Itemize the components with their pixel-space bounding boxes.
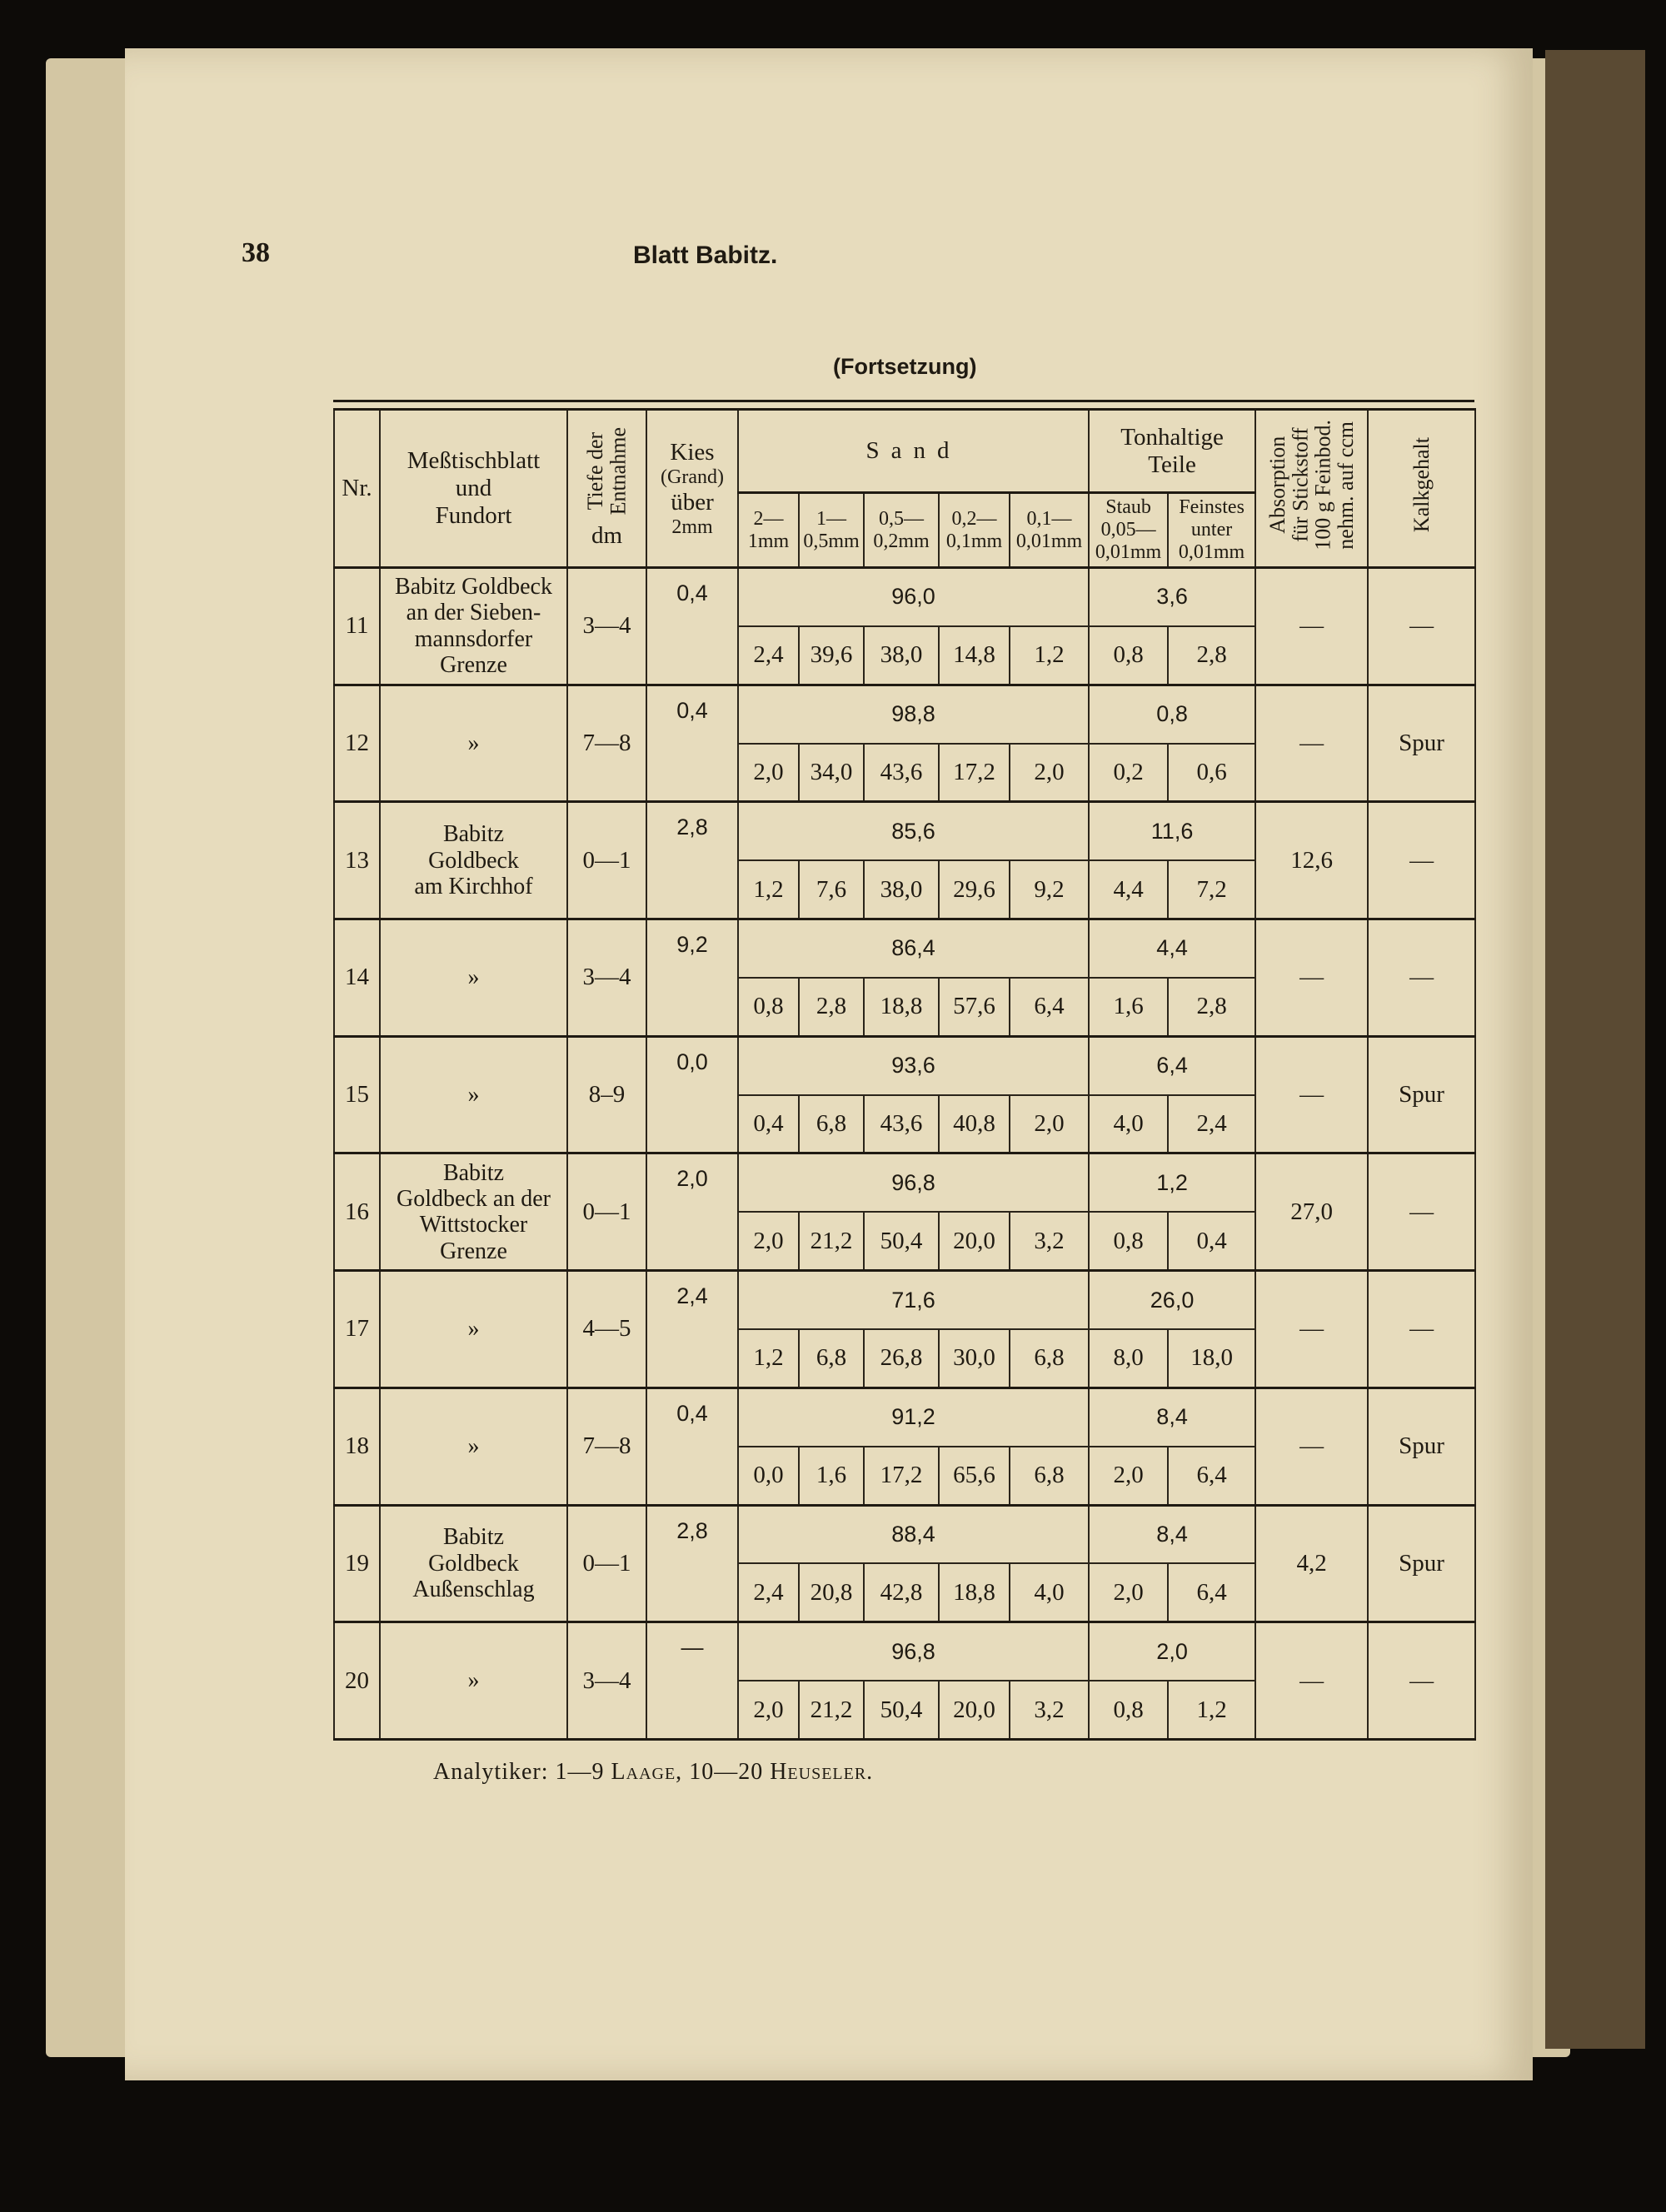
cell-nr: 17 (334, 1271, 380, 1388)
cell-sand-fraction: 6,8 (1010, 1447, 1089, 1505)
cell-ton-fraction: 0,6 (1168, 744, 1255, 802)
cell-fundort: Babitz Goldbeck an der Wittstocker Grenze (380, 1153, 567, 1271)
cell-kies: 0,4 (646, 685, 738, 802)
cell-absorption: — (1255, 919, 1368, 1037)
cell-sand-fraction: 2,4 (738, 1563, 799, 1622)
cell-sand-fraction: 40,8 (939, 1095, 1010, 1153)
cell-sand-fraction: 43,6 (864, 1095, 939, 1153)
cell-sand-fraction: 2,8 (799, 978, 864, 1036)
cell-sand-fraction: 6,8 (799, 1329, 864, 1387)
cell-sand-fraction: 2,0 (1010, 1095, 1089, 1153)
cell-sand-fraction: 2,0 (1010, 744, 1089, 802)
cell-tiefe: 7—8 (567, 1387, 646, 1505)
cell-sand-total: 88,4 (738, 1505, 1089, 1563)
cell-sand-total: 96,8 (738, 1153, 1089, 1212)
cell-ton-total: 8,4 (1089, 1387, 1255, 1446)
soil-analysis-table (333, 408, 1476, 1741)
header-sand-fraction: 0,1— 0,01mm (1010, 493, 1089, 568)
cell-sand-fraction: 18,8 (939, 1563, 1010, 1622)
cell-ton-fraction: 1,2 (1168, 1681, 1255, 1739)
cell-sand-fraction: 6,8 (799, 1095, 864, 1153)
cell-ton-total: 0,8 (1089, 685, 1255, 743)
header-kalkgehalt: Kalkgehalt (1368, 410, 1475, 568)
cell-ton-fraction: 4,0 (1089, 1095, 1168, 1153)
page-number: 38 (242, 237, 270, 268)
cell-absorption: — (1255, 568, 1368, 685)
analysts-footnote: Analytiker: 1—9 Laage, 10—20 Heuseler. (433, 1759, 874, 1785)
cell-sand-fraction: 3,2 (1010, 1212, 1089, 1270)
cell-ton-fraction: 6,4 (1168, 1563, 1255, 1622)
cell-ton-fraction: 8,0 (1089, 1329, 1168, 1387)
cell-nr: 18 (334, 1387, 380, 1505)
cell-fundort: » (380, 919, 567, 1037)
cell-ton-total: 8,4 (1089, 1505, 1255, 1563)
cell-kies: 0,4 (646, 1387, 738, 1505)
cell-tiefe: 3—4 (567, 568, 646, 685)
cell-kies: 2,8 (646, 1505, 738, 1622)
cell-nr: 12 (334, 685, 380, 802)
cell-tiefe: 4—5 (567, 1271, 646, 1388)
cell-kalkgehalt: — (1368, 1153, 1475, 1271)
cell-ton-fraction: 1,6 (1089, 978, 1168, 1036)
top-rule (333, 400, 1474, 402)
cell-absorption: 4,2 (1255, 1505, 1368, 1622)
cell-tiefe: 0—1 (567, 802, 646, 919)
cell-sand-fraction: 2,0 (738, 1681, 799, 1739)
header-feinstes: Feinstes unter 0,01mm (1168, 493, 1255, 568)
cell-sand-fraction: 42,8 (864, 1563, 939, 1622)
cell-ton-total: 1,2 (1089, 1153, 1255, 1212)
cell-sand-fraction: 20,8 (799, 1563, 864, 1622)
cell-nr: 15 (334, 1036, 380, 1153)
cell-sand-total: 85,6 (738, 802, 1089, 860)
cell-sand-fraction: 14,8 (939, 626, 1010, 685)
table-row (334, 568, 1475, 626)
cell-sand-fraction: 30,0 (939, 1329, 1010, 1387)
cell-ton-total: 26,0 (1089, 1271, 1255, 1329)
cell-sand-total: 86,4 (738, 919, 1089, 978)
cell-tiefe: 0—1 (567, 1505, 646, 1622)
cell-sand-fraction: 1,6 (799, 1447, 864, 1505)
cell-fundort: » (380, 1387, 567, 1505)
cell-tiefe: 8–9 (567, 1036, 646, 1153)
cell-ton-fraction: 0,8 (1089, 626, 1168, 685)
cell-ton-total: 6,4 (1089, 1036, 1255, 1094)
table-row (334, 1153, 1475, 1212)
cell-kies: 2,0 (646, 1153, 738, 1271)
cell-ton-fraction: 2,4 (1168, 1095, 1255, 1153)
cell-kalkgehalt: Spur (1368, 685, 1475, 802)
cell-absorption: — (1255, 1271, 1368, 1388)
header-sand-fraction: 2— 1mm (738, 493, 799, 568)
cell-sand-fraction: 38,0 (864, 860, 939, 919)
cell-nr: 13 (334, 802, 380, 919)
cell-sand-fraction: 1,2 (1010, 626, 1089, 685)
cell-sand-fraction: 34,0 (799, 744, 864, 802)
page-subtitle: (Fortsetzung) (833, 354, 977, 379)
cell-fundort: » (380, 1622, 567, 1740)
cell-ton-fraction: 2,8 (1168, 978, 1255, 1036)
cell-fundort: Babitz Goldbeck am Kirchhof (380, 802, 567, 919)
header-nr: Nr. (334, 410, 380, 568)
cell-kalkgehalt: — (1368, 1271, 1475, 1388)
cell-sand-fraction: 57,6 (939, 978, 1010, 1036)
cell-kies: — (646, 1622, 738, 1740)
cell-sand-fraction: 50,4 (864, 1681, 939, 1739)
cell-sand-total: 91,2 (738, 1387, 1089, 1446)
cell-absorption: 27,0 (1255, 1153, 1368, 1271)
cell-kalkgehalt: — (1368, 919, 1475, 1037)
cell-sand-fraction: 0,8 (738, 978, 799, 1036)
cell-kies: 0,0 (646, 1036, 738, 1153)
cell-fundort: Babitz Goldbeck an der Sieben- mannsdorfer Grenze (380, 568, 567, 685)
cell-absorption: — (1255, 1622, 1368, 1740)
cell-kies: 9,2 (646, 919, 738, 1037)
cell-sand-fraction: 2,4 (738, 626, 799, 685)
cell-tiefe: 0—1 (567, 1153, 646, 1271)
cell-ton-total: 2,0 (1089, 1622, 1255, 1681)
cell-sand-total: 96,8 (738, 1622, 1089, 1681)
cell-fundort: » (380, 1271, 567, 1388)
cell-kalkgehalt: Spur (1368, 1387, 1475, 1505)
header-sand-fraction: 0,5— 0,2mm (864, 493, 939, 568)
cell-sand-fraction: 21,2 (799, 1681, 864, 1739)
cell-absorption: — (1255, 1387, 1368, 1505)
cell-kalkgehalt: — (1368, 1622, 1475, 1740)
header-sand: Sand (738, 410, 1089, 493)
cell-sand-fraction: 20,0 (939, 1212, 1010, 1270)
cell-fundort: Babitz Goldbeck Außenschlag (380, 1505, 567, 1622)
cell-ton-total: 4,4 (1089, 919, 1255, 978)
header-tonhaltige-teile: Tonhaltige Teile (1089, 410, 1255, 493)
cell-sand-fraction: 50,4 (864, 1212, 939, 1270)
cell-tiefe: 3—4 (567, 1622, 646, 1740)
cell-ton-fraction: 4,4 (1089, 860, 1168, 919)
cell-sand-total: 98,8 (738, 685, 1089, 743)
table-row (334, 802, 1475, 860)
cell-sand-fraction: 0,4 (738, 1095, 799, 1153)
cell-ton-total: 11,6 (1089, 802, 1255, 860)
cell-sand-total: 93,6 (738, 1036, 1089, 1094)
page-title: Blatt Babitz. (633, 242, 778, 269)
cell-tiefe: 7—8 (567, 685, 646, 802)
cell-nr: 20 (334, 1622, 380, 1740)
cell-sand-fraction: 2,0 (738, 1212, 799, 1270)
cell-sand-fraction: 6,8 (1010, 1329, 1089, 1387)
cell-sand-fraction: 29,6 (939, 860, 1010, 919)
header-tiefe: Tiefe der Entnahme dm (567, 410, 646, 568)
cell-kalkgehalt: — (1368, 802, 1475, 919)
header-sand-fraction: 0,2— 0,1mm (939, 493, 1010, 568)
cell-ton-fraction: 0,8 (1089, 1212, 1168, 1270)
cell-kalkgehalt: — (1368, 568, 1475, 685)
cell-ton-fraction: 2,8 (1168, 626, 1255, 685)
header-messtischblatt: Meßtischblatt und Fundort (380, 410, 567, 568)
cell-sand-fraction: 6,4 (1010, 978, 1089, 1036)
cell-sand-fraction: 3,2 (1010, 1681, 1089, 1739)
table-row (334, 1387, 1475, 1446)
header-kies: Kies (Grand) über 2mm (646, 410, 738, 568)
cell-sand-fraction: 9,2 (1010, 860, 1089, 919)
header-absorption: Absorption für Stickstoff 100 g Feinbod. nehm. auf ccm (1255, 410, 1368, 568)
cell-absorption: — (1255, 685, 1368, 802)
cell-fundort: » (380, 1036, 567, 1153)
cell-sand-total: 71,6 (738, 1271, 1089, 1329)
cell-sand-fraction: 38,0 (864, 626, 939, 685)
cell-sand-fraction: 26,8 (864, 1329, 939, 1387)
cell-sand-fraction: 43,6 (864, 744, 939, 802)
cell-sand-fraction: 1,2 (738, 860, 799, 919)
cell-ton-fraction: 2,0 (1089, 1563, 1168, 1622)
cell-kies: 0,4 (646, 568, 738, 685)
cell-sand-fraction: 20,0 (939, 1681, 1010, 1739)
table-row (334, 1036, 1475, 1094)
table-row (334, 685, 1475, 743)
cell-sand-fraction: 39,6 (799, 626, 864, 685)
cell-ton-fraction: 18,0 (1168, 1329, 1255, 1387)
cell-kies: 2,4 (646, 1271, 738, 1388)
cell-sand-fraction: 21,2 (799, 1212, 864, 1270)
cell-absorption: — (1255, 1036, 1368, 1153)
cell-ton-fraction: 0,4 (1168, 1212, 1255, 1270)
cell-kalkgehalt: Spur (1368, 1036, 1475, 1153)
cell-sand-fraction: 2,0 (738, 744, 799, 802)
header-sand-fraction: 1— 0,5mm (799, 493, 864, 568)
book-edge (1545, 50, 1645, 2049)
cell-sand-fraction: 17,2 (864, 1447, 939, 1505)
cell-ton-fraction: 0,8 (1089, 1681, 1168, 1739)
cell-sand-fraction: 18,8 (864, 978, 939, 1036)
cell-nr: 19 (334, 1505, 380, 1622)
cell-sand-total: 96,0 (738, 568, 1089, 626)
cell-nr: 16 (334, 1153, 380, 1271)
cell-sand-fraction: 17,2 (939, 744, 1010, 802)
cell-kalkgehalt: Spur (1368, 1505, 1475, 1622)
cell-ton-fraction: 2,0 (1089, 1447, 1168, 1505)
table-row (334, 1271, 1475, 1329)
cell-ton-fraction: 6,4 (1168, 1447, 1255, 1505)
cell-sand-fraction: 4,0 (1010, 1563, 1089, 1622)
cell-tiefe: 3—4 (567, 919, 646, 1037)
cell-sand-fraction: 7,6 (799, 860, 864, 919)
cell-absorption: 12,6 (1255, 802, 1368, 919)
table-row (334, 1622, 1475, 1681)
table-row (334, 1505, 1475, 1563)
cell-fundort: » (380, 685, 567, 802)
cell-sand-fraction: 65,6 (939, 1447, 1010, 1505)
cell-sand-fraction: 0,0 (738, 1447, 799, 1505)
cell-ton-fraction: 0,2 (1089, 744, 1168, 802)
cell-ton-total: 3,6 (1089, 568, 1255, 626)
header-staub: Staub 0,05— 0,01mm (1089, 493, 1168, 568)
cell-nr: 14 (334, 919, 380, 1037)
cell-kies: 2,8 (646, 802, 738, 919)
cell-nr: 11 (334, 568, 380, 685)
cell-ton-fraction: 7,2 (1168, 860, 1255, 919)
cell-sand-fraction: 1,2 (738, 1329, 799, 1387)
table-row (334, 919, 1475, 978)
